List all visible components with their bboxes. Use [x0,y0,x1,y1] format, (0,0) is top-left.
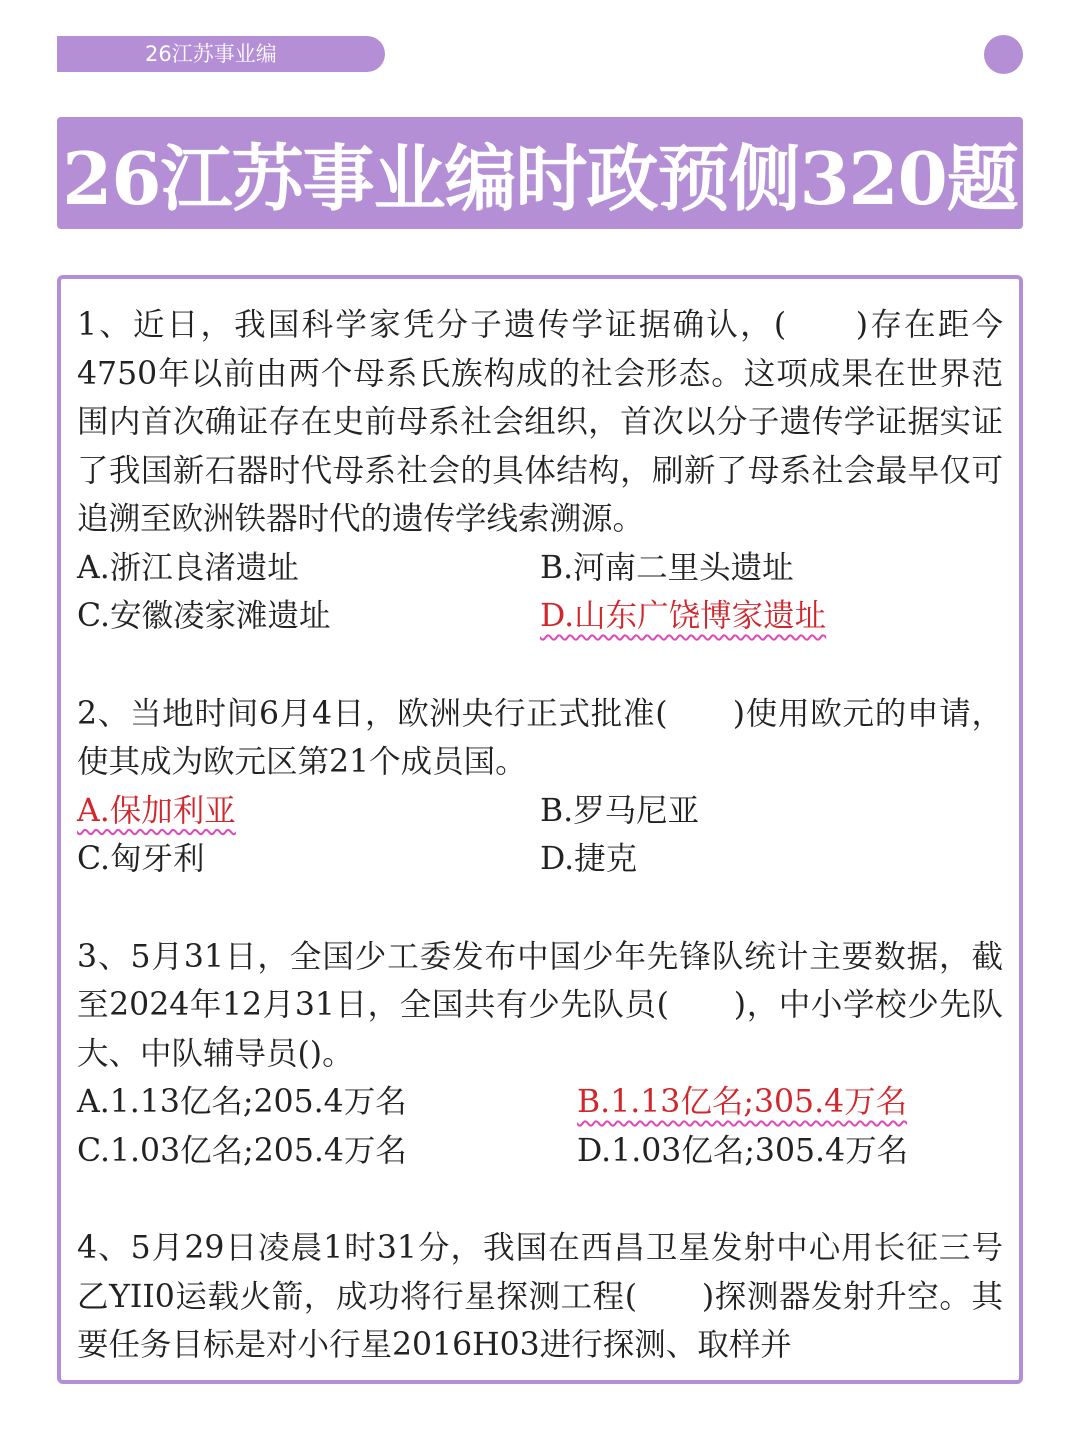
question-text: 2、当地时间6月4日，欧洲央行正式批准( )使用欧元的申请，使其成为欧元区第21个成员国。 [77,695,1003,780]
title-banner [57,117,1023,229]
question-list [77,301,1003,1384]
option-d: D.捷克 [540,841,638,877]
page-title: 26江苏事业编时政预侧320题 [62,136,1018,221]
options [77,1078,1003,1175]
option-d: D.山东广饶博家遗址 [540,598,827,634]
option-b: B.罗马尼亚 [540,792,700,829]
option-a: A.浙江良渚遗址 [77,549,299,586]
option-c: C.1.03亿名;205.4万名 [77,1132,407,1169]
option-a: A.保加利亚 [77,792,236,829]
question-2 [77,690,1003,884]
question-1 [77,301,1003,641]
question-4 [77,1224,1003,1370]
option-b: B.河南二里头遗址 [540,549,794,586]
options [77,544,1003,641]
question-3 [77,933,1003,1176]
decorative-dot [984,35,1023,74]
option-a: A.1.13亿名;205.4万名 [77,1084,407,1120]
question-text: 4、5月29日凌晨1时31分，我国在西昌卫星发射中心用长征三号乙YII0运载火箭，成功将行星探测工程( )探测器发射升空。其要任务目标是对小行星2016H03进行探测、取样并 [77,1230,1003,1363]
option-b: B.1.13亿名;305.4万名 [577,1084,908,1120]
series-tag: 26江苏事业编 [57,36,385,72]
option-c: C.匈牙利 [77,841,205,877]
question-text: 1、近日，我国科学家凭分子遗传学证据确认，( )存在距今4750年以前由两个母系氏族构成的社会形态。这项成果在世界范围内首次确证存在史前母系社会组织，首次以分子遗传学证据实证了我国新石器时代母系社会的具体结构，刷新了母系社会最早仅可追溯至欧洲铁器时代的遗传学线索溯源。 [77,307,1003,537]
option-d: D.1.03亿名;305.4万名 [577,1132,909,1169]
option-c: C.安徽凌家滩遗址 [77,598,331,634]
question-card [57,275,1023,1384]
question-text: 3、5月31日，全国少工委发布中国少年先锋队统计主要数据，截至2024年12月31日，全国共有少先队员( )，中小学校少先队大、中队辅导员()。 [77,938,1003,1072]
options [77,787,1003,884]
